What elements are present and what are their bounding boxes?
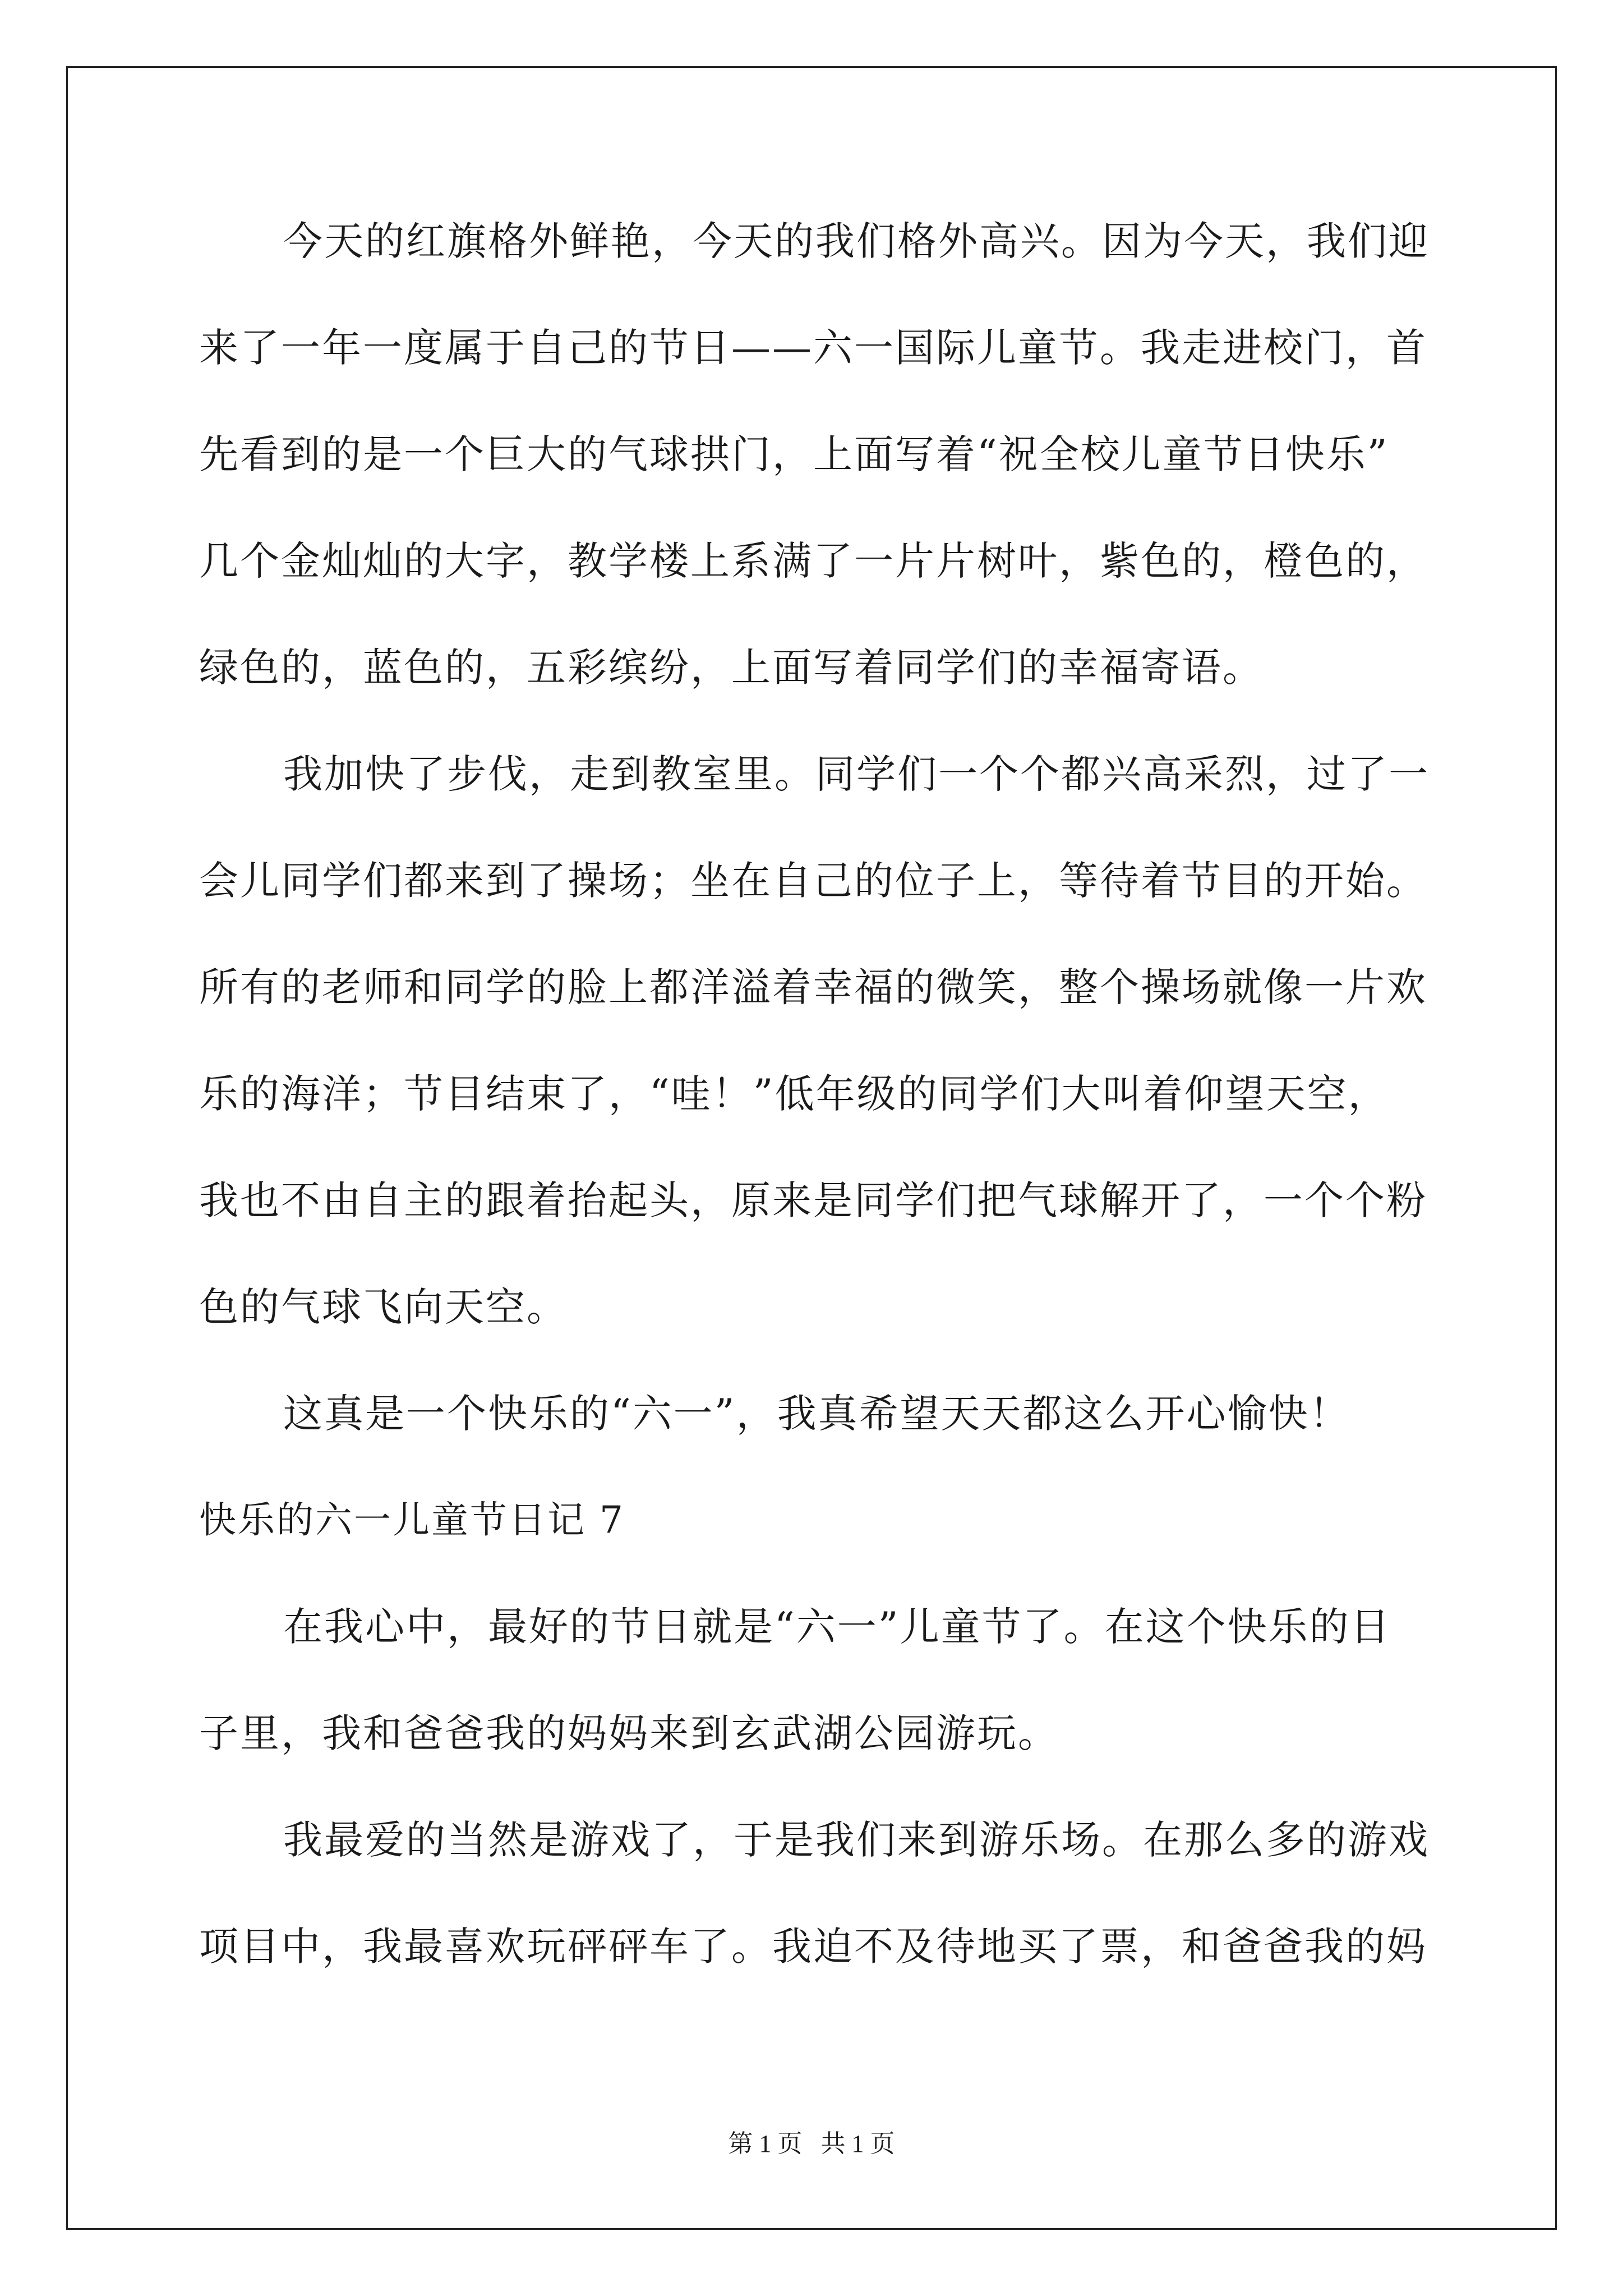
page-footer: 第 1 页 共 1 页 <box>728 2130 895 2157</box>
paragraph-line: 绿色的，蓝色的，五彩缤纷，上面写着同学们的幸福寄语。 <box>199 645 1264 691</box>
section-heading: 快乐的六一儿童节日记 7 <box>199 1498 625 1542</box>
paragraph-line: 这真是一个快乐的“六一”，我真希望天天都这么开心愉快！ <box>283 1391 1350 1437</box>
paragraph-line: 所有的老师和同学的脸上都洋溢着幸福的微笑，整个操场就像一片欢 <box>199 964 1427 1010</box>
paragraph-line: 我加快了步伐，走到教室里。同学们一个个都兴高采烈，过了一 <box>283 751 1430 797</box>
paragraph-line: 在我心中，最好的节日就是“六一”儿童节了。在这个快乐的日 <box>283 1604 1391 1650</box>
paragraph-line: 我也不由自主的跟着抬起头，原来是同学们把气球解开了，一个个粉 <box>199 1177 1427 1223</box>
paragraph-line: 会儿同学们都来到了操场；坐在自己的位子上，等待着节目的开始。 <box>199 858 1427 904</box>
paragraph-line: 我最爱的当然是游戏了，于是我们来到游乐场。在那么多的游戏 <box>283 1817 1430 1863</box>
paragraph-line: 来了一年一度属于自己的节日——六一国际儿童节。我走进校门，首 <box>199 325 1427 371</box>
paragraph-line: 色的气球飞向天空。 <box>199 1284 568 1330</box>
paragraph-line: 项目中，我最喜欢玩砰砰车了。我迫不及待地买了票，和爸爸我的妈 <box>199 1924 1427 1970</box>
paragraph-line: 今天的红旗格外鲜艳，今天的我们格外高兴。因为今天，我们迎 <box>283 218 1430 264</box>
paragraph-line: 乐的海洋；节目结束了，“哇！”低年级的同学们大叫着仰望天空， <box>199 1071 1389 1117</box>
document-body <box>199 208 1430 2019</box>
paragraph-line: 先看到的是一个巨大的气球拱门，上面写着“祝全校儿童节日快乐” <box>199 431 1389 477</box>
paragraph-line: 子里，我和爸爸我的妈妈来到玄武湖公园游玩。 <box>199 1710 1059 1756</box>
paragraph-line: 几个金灿灿的大字，教学楼上系满了一片片树叶，紫色的，橙色的， <box>199 538 1427 584</box>
